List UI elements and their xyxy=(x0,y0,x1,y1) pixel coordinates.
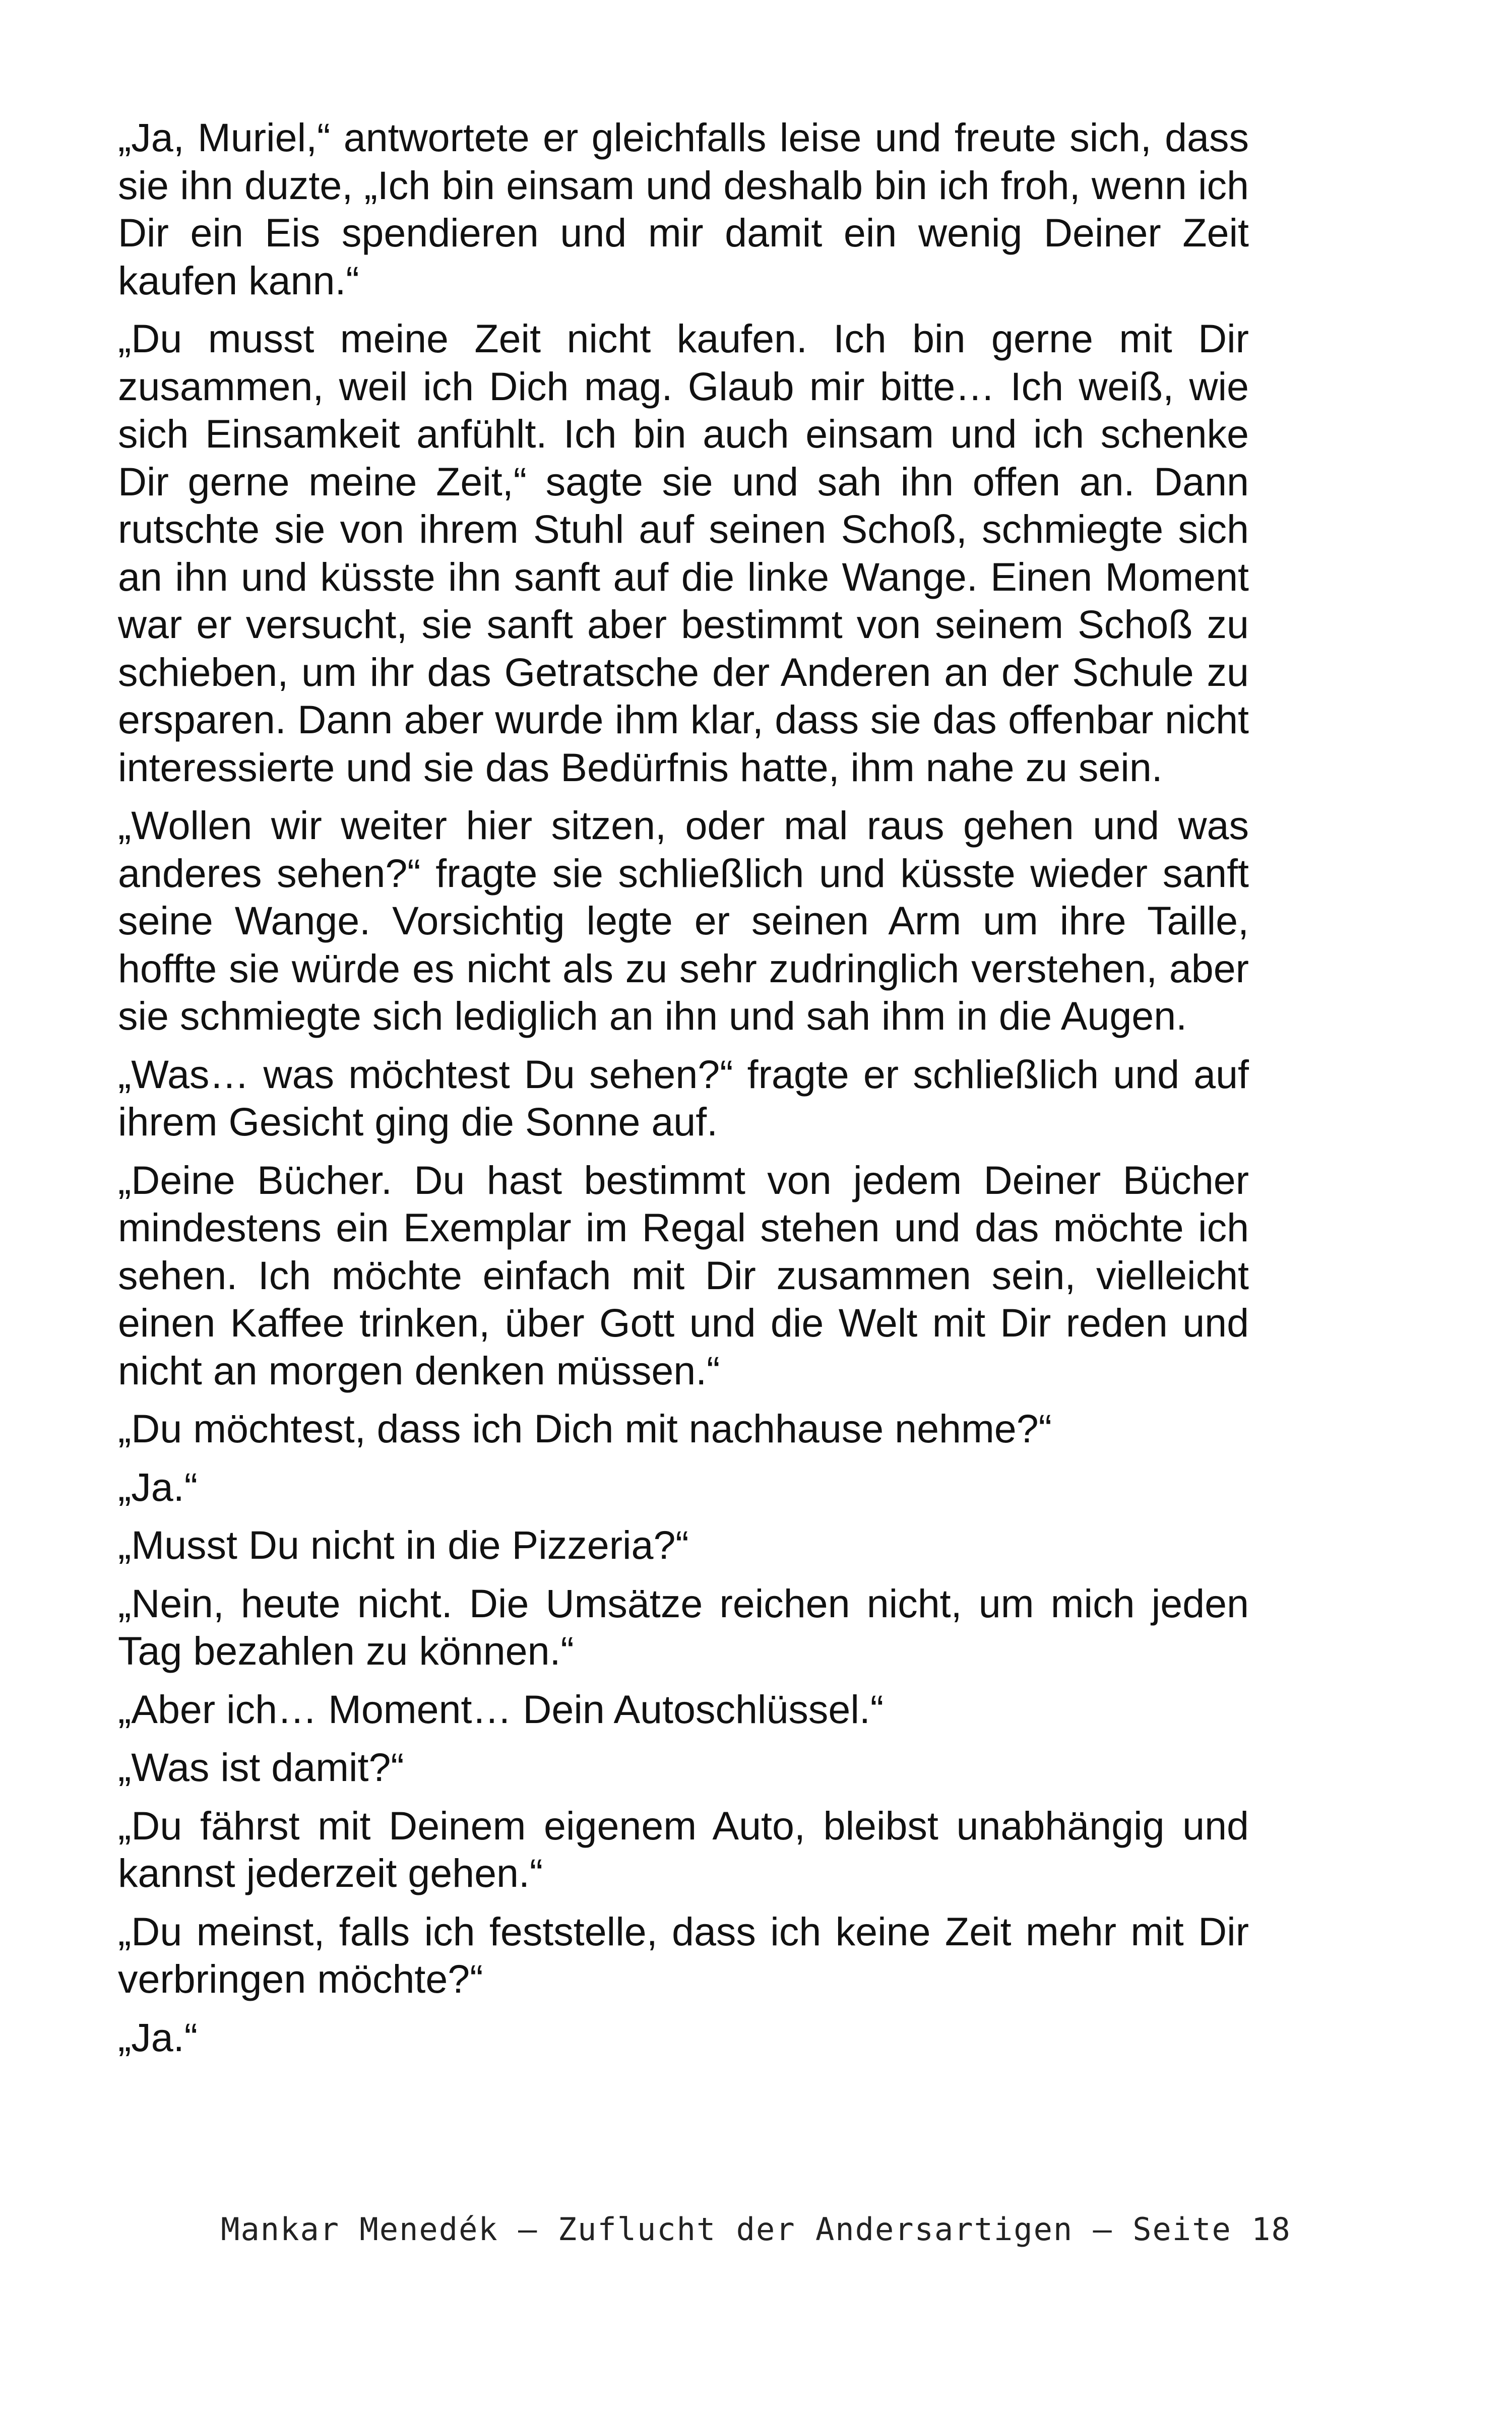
footer-separator: – xyxy=(1073,2211,1133,2248)
paragraph: „Was… was möchtest Du sehen?“ fragte er schließlich und auf ihrem Gesicht ging die Sonne auf. xyxy=(118,1051,1249,1144)
paragraph: „Du meinst, falls ich feststelle, dass ich keine Zeit mehr mit Dir verbringen möchte?“ xyxy=(118,1909,1249,2001)
footer-book-title: Zuflucht der Andersartigen xyxy=(557,2211,1074,2248)
page-footer xyxy=(0,2209,1512,2250)
paragraph: „Aber ich… Moment… Dein Autoschlüssel.“ xyxy=(118,1686,884,1732)
paragraph: „Ja, Muriel,“ antwortete er gleichfalls leise und freute sich, dass sie ihn duzte, „Ich bin einsam und deshalb bin ich froh, wenn ich Dir ein Eis spendieren und mir damit ein wenig Deiner Zeit kaufen kann.“ xyxy=(118,115,1249,303)
footer-separator: – xyxy=(498,2211,558,2248)
footer-page-number: Seite 18 xyxy=(1132,2211,1291,2248)
paragraph: „Du musst meine Zeit nicht kaufen. Ich bin gerne mit Dir zusammen, weil ich Dich mag. Glaub mir bitte… Ich weiß, wie sich Einsamkeit anfühlt. Ich bin auch einsam und ich schenke Dir gerne meine Zeit,“ sagte sie und sah ihn offen an. Dann rutschte sie von ihrem Stuhl auf seinen Schoß, schmiegte sich an ihn und küsste ihn sanft auf die linke Wange. Einen Moment war er versucht, sie sanft aber bestimmt von seinem Schoß zu schieben, um ihr das Getratsche der Anderen an der Schule zu ersparen. Dann aber wurde ihm klar, dass sie das offenbar nicht interessierte und sie das Bedürfnis hatte, ihm nahe zu sein. xyxy=(118,316,1249,790)
paragraph: „Nein, heute nicht. Die Umsätze reichen nicht, um mich jeden Tag bezahlen zu können.“ xyxy=(118,1580,1249,1673)
paragraph: „Deine Bücher. Du hast bestimmt von jedem Deiner Bücher mindestens ein Exemplar im Regal stehen und das möchte ich sehen. Ich möchte einfach mit Dir zusammen sein, vielleicht einen Kaffee trinken, über Gott und die Welt mit Dir reden und nicht an morgen denken müssen.“ xyxy=(118,1157,1249,1393)
paragraph: „Du möchtest, dass ich Dich mit nachhause nehme?“ xyxy=(118,1406,1052,1451)
paragraph: „Was ist damit?“ xyxy=(118,1745,404,1790)
paragraph: „Musst Du nicht in die Pizzeria?“ xyxy=(118,1522,689,1567)
footer-author: Mankar Menedék xyxy=(221,2211,498,2248)
paragraph: „Ja.“ xyxy=(118,2014,198,2060)
paragraph: „Du fährst mit Deinem eigenem Auto, bleibst unabhängig und kannst jederzeit gehen.“ xyxy=(118,1803,1249,1895)
body-text xyxy=(118,114,1249,2072)
paragraph: „Wollen wir weiter hier sitzen, oder mal raus gehen und was anderes sehen?“ fragte sie schließlich und küsste wieder sanft seine Wange. Vorsichtig legte er seinen Arm um ihre Taille, hoffte sie würde es nicht als zu sehr zudringlich verstehen, aber sie schmiegte sich lediglich an ihn und sah ihm in die Augen. xyxy=(118,803,1249,1038)
paragraph: „Ja.“ xyxy=(118,1464,198,1509)
